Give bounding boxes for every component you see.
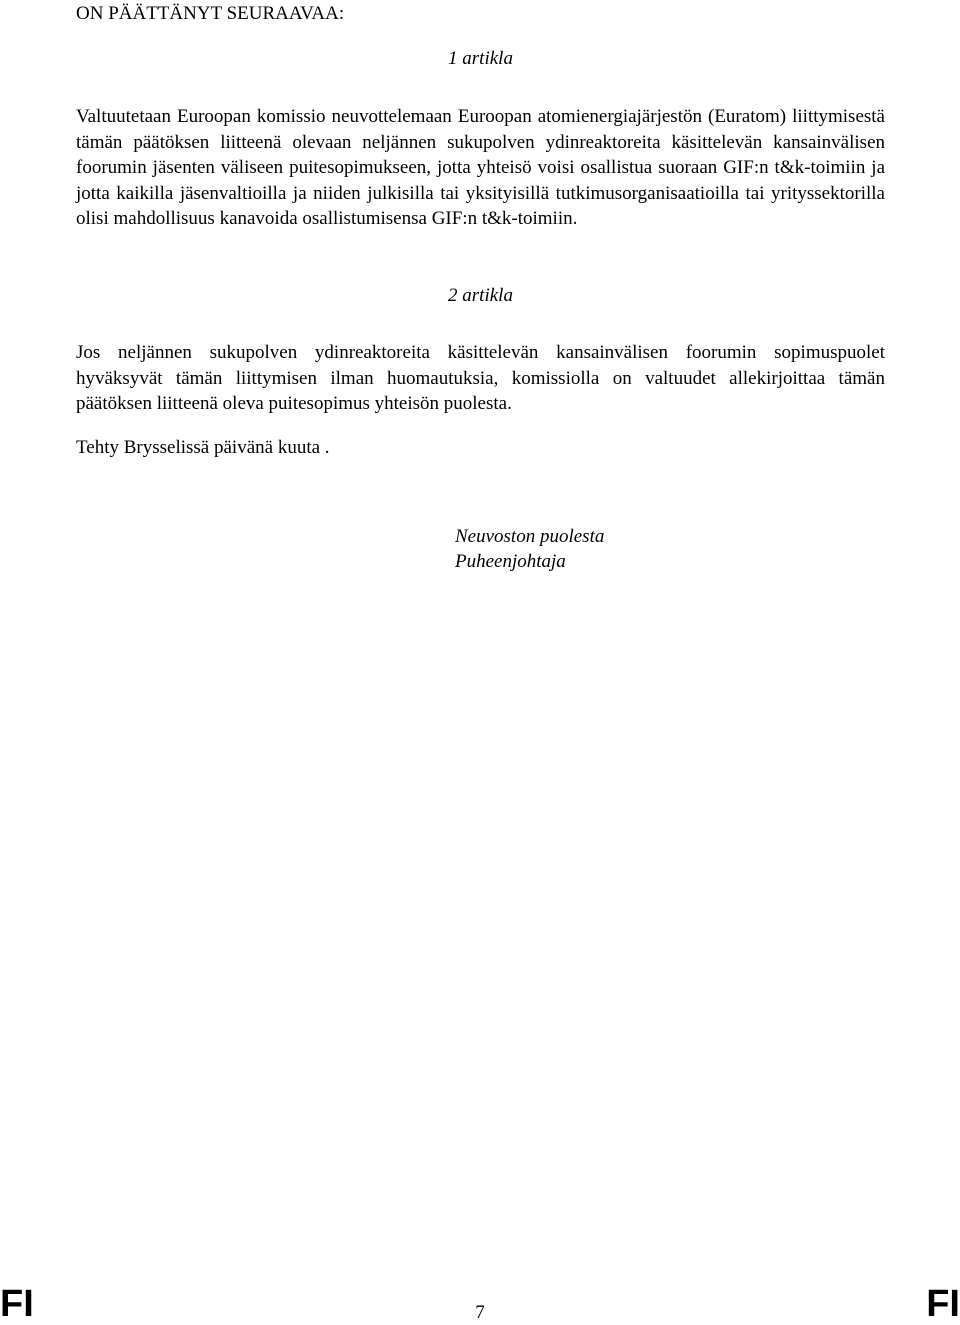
footer-language-right: FI [926,1283,960,1325]
signature-block [455,524,604,574]
done-at-line: Tehty Brysselissä päivänä kuuta . [76,437,330,458]
article-2-text: Jos neljännen sukupolven ydinreaktoreita käsittelevän kansainvälisen foorumin sopimuspuolet hyväksyvät tämän liittymisen ilman huomautuksia, komissiolla on valtuudet allekirjoittaa tämän päätöksen liitteenä oleva puitesopimus yhteisön puolesta. [76,342,885,414]
signature-council: Neuvoston puolesta [455,526,605,547]
article-1-title: 1 artikla [448,48,513,69]
footer-language-left: FI [0,1283,34,1325]
page-number: 7 [475,1302,485,1323]
decision-heading: ON PÄÄTTÄNYT SEURAAVAA: [76,3,345,24]
article-2-title: 2 artikla [448,285,513,306]
article-1-text: Valtuutetaan Euroopan komissio neuvottelemaan Euroopan atomienergiajärjestön (Euratom) liittymisestä tämän päätöksen liitteenä olevaan neljännen sukupolven ydinreaktoreita käsittelevän kansainvälisen foorumin jäsenten väliseen puitesopimukseen, jotta yhteisö voisi osallistua suoraan GIF:n t&k-toimiin ja jotta kaikilla jäsenvaltioilla ja niiden julkisilla tai yksityisillä tutkimusorganisaatioilla tai yrityssektorilla olisi mahdollisuus kanavoida osallistumisensa GIF:n t&k-toimiin. [76,106,885,229]
signature-president: Puheenjohtaja [455,551,566,572]
